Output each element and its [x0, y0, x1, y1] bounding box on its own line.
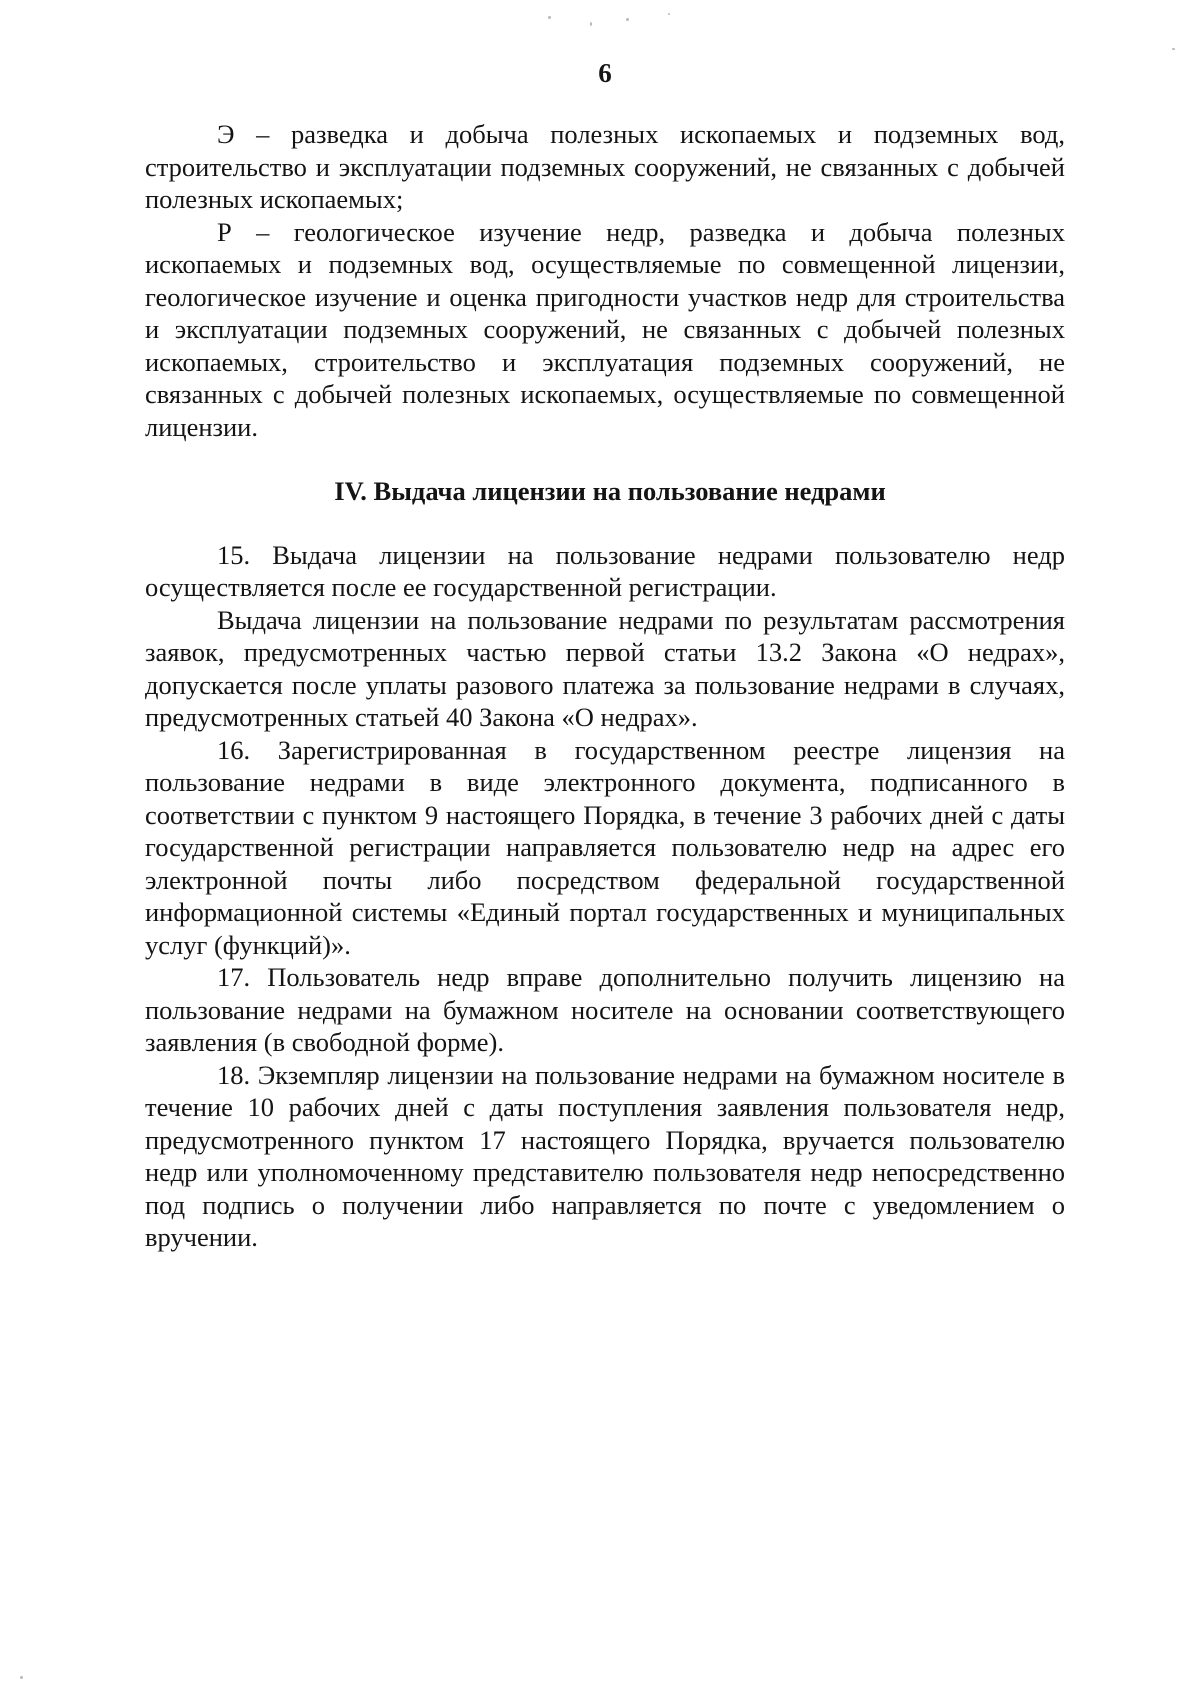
paragraph-15: 15. Выдача лицензии на пользование недрами пользователю недр осуществляется после ее государственной регистрации. [145, 539, 1065, 602]
paragraph-18: 18. Экземпляр лицензии на пользование недрами на бумажном носителе в течение 10 рабочих дней с даты поступления заявления пользователя недр, предусмотренного пунктом 17 настоящего Порядка, вручается пользователю недр или уполномоченному представителю пользователя недр непосредственно под подпись о получении либо направляется по почте с уведомлением о вручении. [145, 1059, 1065, 1252]
paragraph-15-continued: Выдача лицензии на пользование недрами по результатам рассмотрения заявок, предусмотренных частью первой статьи 13.2 Закона «О недрах», допускается после уплаты разового платежа за пользование недрами в случаях, предусмотренных статьей 40 Закона «О недрах». [145, 604, 1065, 732]
section-heading: IV. Выдача лицензии на пользование недрами [334, 476, 886, 506]
paragraph-16: 16. Зарегистрированная в государственном реестре лицензия на пользование недрами в виде электронного документа, подписанного в соответствии с пунктом 9 настоящего Порядка, в течение 3 рабочих дней с даты государственной регистрации направляется пользователю недр на адрес его электронной почты либо посредством федеральной государственной информационной системы «Единый портал государственных и муниципальных услуг (функций)». [145, 734, 1065, 960]
scan-speck [20, 1676, 23, 1679]
scan-speck [626, 18, 629, 21]
scan-speck [668, 13, 670, 15]
document-body [145, 118, 1065, 1254]
scan-speck [590, 22, 592, 26]
paragraph-r: Р – геологическое изучение недр, разведка и добыча полезных ископаемых и подземных вод, осуществляемые по совмещенной лицензии, геологическое изучение и оценка пригодности участков недр для строительства и эксплуатации подземных сооружений, не связанных с добычей полезных ископаемых, строительство и эксплуатация подземных сооружений, не связанных с добычей полезных ископаемых, осуществляемые по совмещенной лицензии. [145, 216, 1065, 442]
scan-speck [1172, 48, 1175, 50]
page-number: 6 [598, 58, 612, 88]
paragraph-e: Э – разведка и добыча полезных ископаемых и подземных вод, строительство и эксплуатации подземных сооружений, не связанных с добычей полезных ископаемых; [145, 119, 1065, 214]
scan-speck [548, 16, 551, 19]
paragraph-17: 17. Пользователь недр вправе дополнительно получить лицензию на пользование недрами на бумажном носителе на основании соответствующего заявления (в свободной форме). [145, 962, 1065, 1057]
